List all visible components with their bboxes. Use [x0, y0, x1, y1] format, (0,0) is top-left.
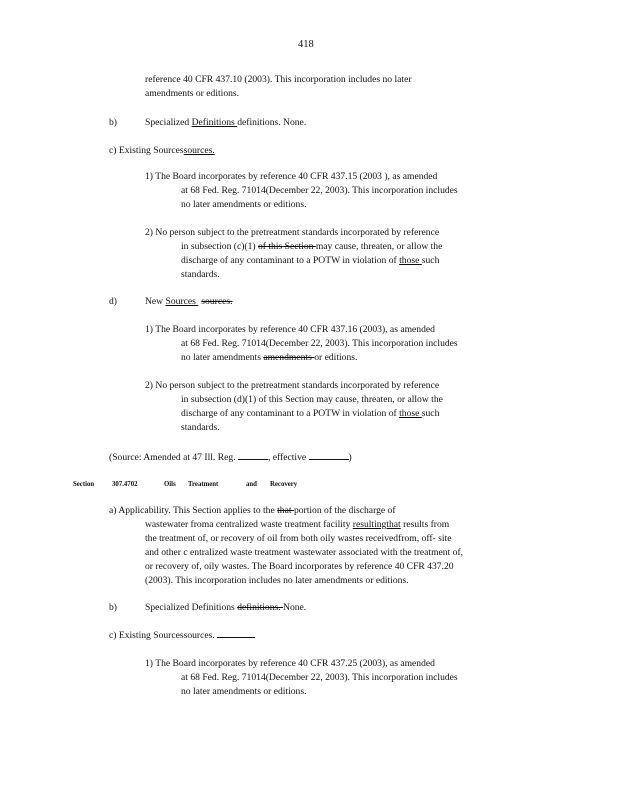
d-item-2-line-4: standards. [181, 422, 220, 433]
d-item-2-line-3 [145, 407, 443, 421]
d-item-1-line-3 [145, 351, 458, 365]
c-item-2-line-2-pre: in subsection (c)(1) [181, 241, 258, 252]
item-a-line-1 [109, 504, 463, 518]
item-a-line-5: or recovery of, oily wastes. The Board incorporates by reference 40 CFR 437.20 [145, 561, 454, 572]
item-b-underlined: Definitions [191, 117, 238, 128]
item-a-line-2-pre: wastewater froma centralized waste treatment facility [145, 519, 353, 530]
c-item-2-line-2 [145, 240, 442, 254]
item-b-marker: b) [109, 117, 117, 128]
c-item-2-line-2-post: may cause, threaten, or allow the [315, 241, 443, 252]
item-b-pre: Specialized [145, 117, 192, 128]
page-number: 418 [298, 39, 314, 50]
c-item-1-line-1: 1) The Board incorporates by reference 40 CFR 437.15 (2003 ), as amended [145, 171, 438, 182]
d-item-1 [145, 323, 458, 365]
top-paragraph-line-2: amendments or editions. [145, 88, 240, 99]
item-a-applicability [109, 504, 463, 588]
item-d-text [145, 295, 232, 309]
item-a-line-1-post: portion of the discharge of [293, 505, 396, 516]
item-a-line-1-pre: a) Applicability. This Section applies to the [109, 505, 278, 516]
source-date-blank [309, 449, 349, 460]
section-title-word-2: Treatment [188, 481, 219, 488]
d-item-1-line-3-pre: no later amendments [181, 352, 264, 363]
item-a-underlined: resultingthat [352, 519, 401, 530]
item-c2-heading [109, 629, 255, 643]
c-item-2-line-3-pre: discharge of any contaminant to a POTW in violation of [181, 255, 400, 266]
item-a-line-6: (2003). This incorporation includes no later amendments or editions. [145, 575, 409, 586]
c2-item-1 [145, 657, 458, 699]
d-item-2-line-3-post: such [421, 408, 440, 419]
d-item-1-line-3-post: or editions. [314, 352, 358, 363]
c-item-2-line-3 [145, 254, 442, 268]
item-b-text [145, 116, 306, 130]
section-title-word-1: Oils [164, 481, 176, 488]
item-a-struck: that [277, 505, 294, 516]
d-item-2-line-1: 2) No person subject to the pretreatment standards incorporated by reference [145, 380, 440, 391]
item-c2-rule [217, 630, 255, 638]
c-item-1-line-3: no later amendments or editions. [181, 199, 307, 210]
c-item-1 [145, 170, 458, 212]
item-a-line-4: and other c entralized waste treatment wastewater associated with the treatment of, [145, 547, 464, 558]
c-item-2-struck: of this Section [258, 241, 316, 252]
source-note-end: ) [348, 452, 352, 463]
c-item-2-underlined: those [399, 255, 422, 266]
item-b2-marker: b) [109, 602, 117, 613]
c2-item-1-line-1: 1) The Board incorporates by reference 40 CFR 437.25 (2003), as amended [145, 658, 435, 669]
d-item-1-struck: amendments [263, 352, 315, 363]
item-b2-struck: definitions. [237, 602, 284, 613]
item-a-line-3: the treatment of, or recovery of oil from both oily wastes receivedfrom, off- site [145, 533, 452, 544]
d-item-2-underlined: those [399, 408, 422, 419]
c-item-2 [145, 226, 442, 282]
item-c-text: c) Existing Sources [109, 145, 184, 156]
d-item-1-line-1: 1) The Board incorporates by reference 40 CFR 437.16 (2003), as amended [145, 324, 435, 335]
d-item-2-line-2: in subsection (d)(1) of this Section may cause, threaten, or allow the [181, 394, 443, 405]
section-title-word-3: and [246, 481, 257, 488]
c2-item-1-line-3: no later amendments or editions. [181, 686, 307, 697]
c2-item-1-line-2: at 68 Fed. Reg. 71014(December 22, 2003). This incorporation includes [181, 672, 458, 683]
source-note-mid: , effective [267, 452, 309, 463]
source-volume-blank [238, 449, 268, 460]
item-b2-post: None. [283, 602, 307, 613]
section-label: Section [73, 481, 95, 488]
item-c-underlined: sources. [183, 145, 215, 156]
item-d-marker: d) [109, 296, 117, 307]
item-b2-pre: Specialized Definitions [145, 602, 238, 613]
item-d-struck: sources. [201, 296, 233, 307]
item-c2-text: c) Existing Sourcessources. [109, 630, 218, 641]
item-d-underlined: Sources [165, 296, 199, 307]
item-a-line-2-post: results from [400, 519, 450, 530]
d-item-2 [145, 379, 443, 435]
item-c-heading [109, 144, 215, 158]
source-note [109, 449, 352, 465]
d-item-2-line-3-pre: discharge of any contaminant to a POTW in violation of [181, 408, 400, 419]
section-title-word-4: Recovery [270, 481, 298, 488]
source-note-pre: (Source: Amended at 47 Ill. Reg. [109, 452, 238, 463]
c-item-2-line-1: 2) No person subject to the pretreatment standards incorporated by reference [145, 227, 440, 238]
section-number: 307.4702 [112, 481, 138, 488]
c-item-1-line-2: at 68 Fed. Reg. 71014(December 22, 2003). This incorporation includes [181, 185, 458, 196]
top-paragraph-line-1: reference 40 CFR 437.10 (2003). This incorporation includes no later [145, 74, 412, 85]
item-d-pre: New [145, 296, 166, 307]
c-item-2-line-4: standards. [181, 269, 220, 280]
top-paragraph [145, 73, 412, 101]
c-item-2-line-3-post: such [421, 255, 440, 266]
d-item-1-line-2: at 68 Fed. Reg. 71014(December 22, 2003). This incorporation includes [181, 338, 458, 349]
item-a-line-2 [109, 518, 463, 532]
item-b2-text [145, 601, 306, 615]
item-b-post: definitions. None. [237, 117, 307, 128]
